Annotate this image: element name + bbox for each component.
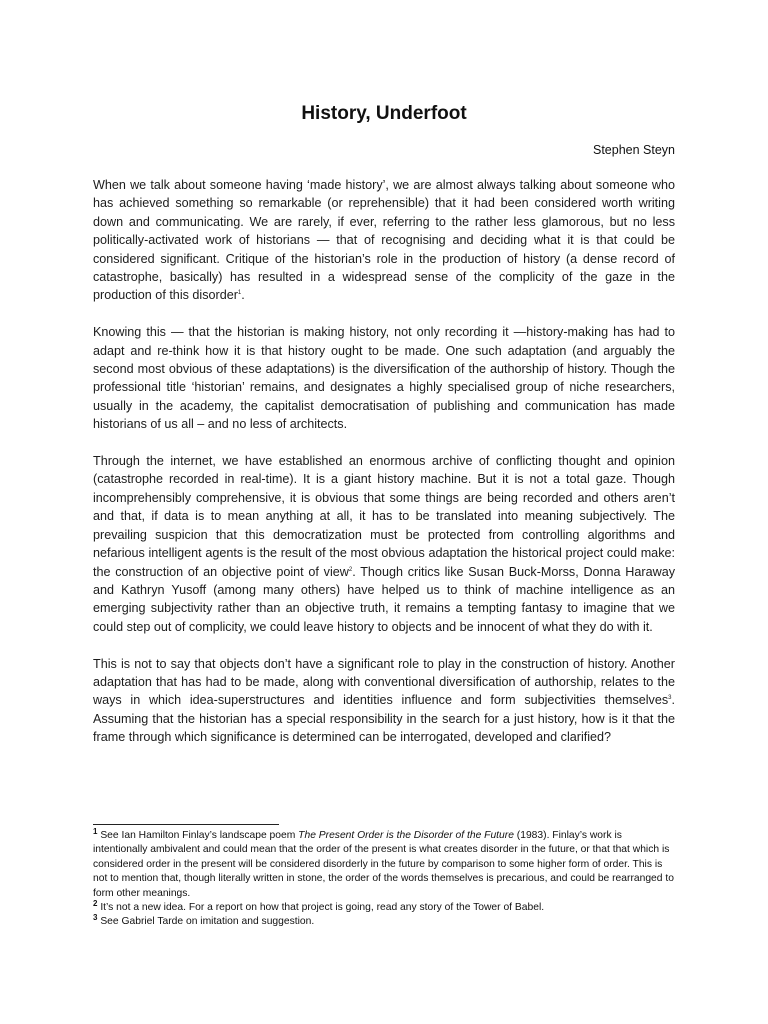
footnote-2 bbox=[93, 901, 675, 915]
footnote-text: See Ian Hamilton Finlay’s landscape poem bbox=[97, 830, 299, 841]
footnote-number: 2 bbox=[93, 899, 98, 909]
footnote-3 bbox=[93, 915, 675, 929]
author-name: Stephen Steyn bbox=[592, 143, 675, 157]
footnote-ref-2[interactable]: 2 bbox=[348, 566, 353, 573]
footnote-text: It’s not a new idea. For a report on how that project is going, read any story of the Tower of Babel. bbox=[97, 902, 545, 914]
footnote-number: 3 bbox=[93, 913, 98, 923]
paragraph-text: Knowing this — that the historian is making history, not only recording it —history-making has had to adapt and re-think how it is that history ought to be made. One such adaptation (and arguably the second most obvious of these adaptations) is the diversification of the authorship of history. Though the professional title ‘historian’ remains, and designates a highly specialised group of niche researchers, usually in the academy, the capitalist democratisation of publishing and communication has made historians of us all – and no less of architects. bbox=[93, 325, 675, 432]
paragraph-2 bbox=[93, 323, 675, 433]
paragraph-tail: . Though critics like Susan Buck-Morss, Donna Haraway and Kathryn Yusoff (among many others) have helped us to think of machine intelligence as an emerging subjectivity rather than an objective truth, it remains a tempting fantasy to imagine that we could step out of complicity, we could leave history to objects and be innocent of what they do with it. bbox=[93, 564, 675, 634]
footnote-text: See Gabriel Tarde on imitation and suggestion. bbox=[97, 916, 315, 928]
paragraph-tail: . bbox=[241, 288, 245, 303]
footnote-divider bbox=[93, 824, 279, 825]
footnotes bbox=[93, 829, 675, 930]
paragraph-3 bbox=[93, 452, 675, 636]
paragraph-text: This is not to say that objects don’t have a significant role to play in the construction of history. Another adaptation that has had to be made, along with conventional diversification of authorship, relates to the ways in which idea-superstructures and identities influence and form subjectivities themselves bbox=[93, 656, 675, 708]
paragraph-1 bbox=[93, 176, 675, 305]
paragraph-4 bbox=[93, 655, 675, 747]
body-text bbox=[93, 176, 675, 765]
paragraph-text: When we talk about someone having ‘made history’, we are almost always talking about someone who has achieved something so remarkable (or reprehensible) that it had been considered worth writing down and communicating. We are rarely, if ever, referring to the rather less glamorous, but no less politically-activated work of historians — that of recognising and deciding what it is that could be considered significant. Critique of the historian’s role in the production of history (a dense record of catastrophe, basically) has resulted in a widespread sense of the complicity of the gaze in the production of this disorder bbox=[93, 178, 675, 303]
footnote-work-title: The Present Order is the Disorder of the Future bbox=[298, 830, 514, 841]
page-title: History, Underfoot bbox=[301, 102, 467, 124]
footnote-ref-3[interactable]: 3 bbox=[668, 695, 672, 702]
paragraph-tail: . Assuming that the historian has a special responsibility in the search for a just history, how is it that the frame through which significance is determined can be interrogated, developed and clarified? bbox=[93, 693, 675, 745]
footnote-text: (1983). Finlay’s work is intentionally ambivalent and could mean that the order of the present is what creates disorder in the future, or that that which is considered order in the present will be considered disorderly in the future by comparison to some higher form of order. This is not to mention that, though literally written in stone, the order of the words themselves is precarious, and could be rearranged to form other meanings. bbox=[93, 830, 674, 899]
paragraph-text: Through the internet, we have established an enormous archive of conflicting thought and opinion (catastrophe recorded in real-time). It is a giant history machine. But it is not a total gaze. Though incomprehensibly comprehensive, it is obvious that some things are being recorded and others aren’t and that, if data is to mean anything at all, it has to be translated into meaning subjectively. The prevailing suspicion that this democratization must be protected from controlling algorithms and nefarious intelligent agents is the result of the most obvious adaptation the historical project could make: the construction of an objective point of view bbox=[93, 454, 675, 579]
footnote-1 bbox=[93, 829, 675, 901]
footnote-ref-1[interactable]: 1 bbox=[237, 290, 242, 297]
footnote-number: 1 bbox=[93, 827, 98, 836]
